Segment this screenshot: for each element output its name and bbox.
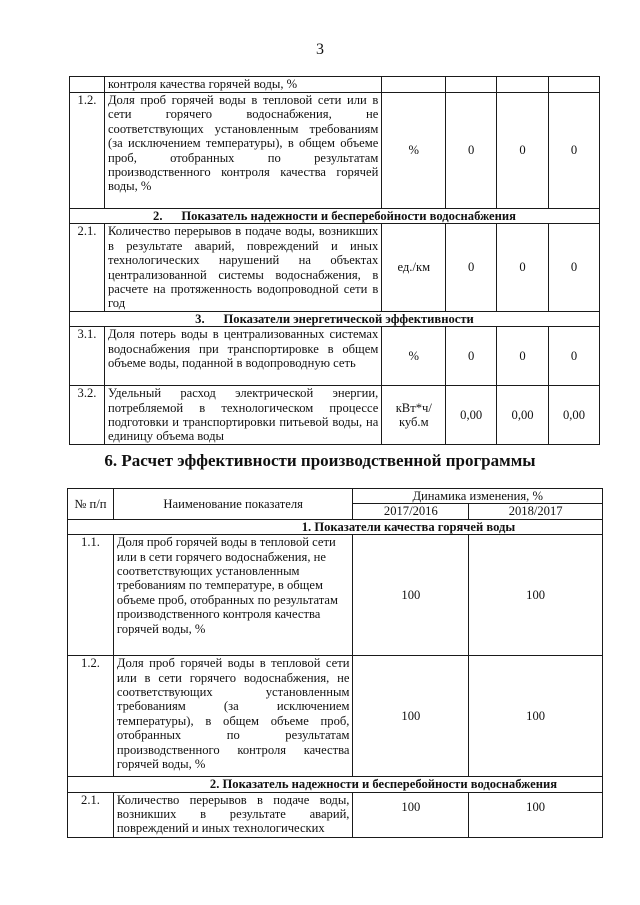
- section-row: [68, 777, 603, 792]
- indicator-name-cell: Доля проб горячей воды в тепловой сети или в сети горячего водоснабжения, не соответствующих установленным требованиям (за исключением температуры), в общем объеме проб, отобранных по результатам производственного контроля качества горячей воды, %: [104, 93, 381, 209]
- indicator-name-cell: Доля потерь воды в централизованных системах водоснабжения при транспортировке в общем объеме воды, поданной в водопроводную сеть: [104, 327, 381, 386]
- table-row: [68, 792, 603, 837]
- value-cell: 0: [446, 93, 497, 209]
- row-num-cell: 3.2.: [70, 386, 105, 445]
- col-header-dynamics: Динамика изменения, %: [353, 489, 603, 504]
- table-row: [70, 93, 600, 209]
- table-row: [70, 224, 600, 311]
- value-cell: 100: [469, 656, 603, 777]
- row-num-cell: 1.1.: [68, 535, 114, 656]
- value-cell: 0,00: [549, 386, 600, 445]
- indicator-name-cell: Удельный расход электрической энергии, потребляемой в технологическом процессе подготовки и транспортировки питьевой воды, на единицу объема воды: [104, 386, 381, 445]
- unit-cell: %: [382, 93, 446, 209]
- value-cell: 100: [469, 535, 603, 656]
- row-num-cell: 2.1.: [70, 224, 105, 311]
- section-title: 2. Показатель надежности и бесперебойности водоснабжения: [68, 777, 603, 792]
- col-header-name: Наименование показателя: [113, 489, 353, 520]
- row-num-cell: 1.2.: [68, 656, 114, 777]
- value-cell: 0: [549, 327, 600, 386]
- section-title: 3. Показатели энергетической эффективности: [70, 311, 600, 326]
- col-header-year2: 2018/2017: [469, 504, 603, 519]
- value-cell: 100: [353, 656, 469, 777]
- value-cell: 100: [353, 535, 469, 656]
- col-header-num: № п/п: [68, 489, 114, 520]
- indicator-name-cell: Количество перерывов в подаче воды, возникших в результате аварий, повреждений и иных технологических нарушений на объектах централизованной системы водоснабжения, в расчете на протяженность водопроводной сети в год: [104, 224, 381, 311]
- efficiency-table: [67, 488, 603, 838]
- value-cell: 0: [549, 93, 600, 209]
- indicators-table: [69, 76, 600, 445]
- row-num-cell: 1.2.: [70, 93, 105, 209]
- row-num-cell: [70, 77, 105, 93]
- header-row: [68, 489, 603, 504]
- section-row: [70, 311, 600, 326]
- indicator-name-cell: Доля проб горячей воды в тепловой сети или в сети горячего водоснабжения, не соответствующих установленным требованиям по температуре, в общем объеме проб, отобранных по результатам производственного контроля качества горячей воды, %: [113, 535, 353, 656]
- section-title: 2. Показатель надежности и бесперебойности водоснабжения: [70, 209, 600, 224]
- value-cell: 100: [353, 792, 469, 837]
- table-row: [68, 656, 603, 777]
- value-cell: 0,00: [497, 386, 549, 445]
- section-heading: 6. Расчет эффективности производственной программы: [104, 451, 536, 470]
- col-header-year1: 2017/2016: [353, 504, 469, 519]
- value-cell: 100: [469, 792, 603, 837]
- row-num-cell: 3.1.: [70, 327, 105, 386]
- section-row: [70, 209, 600, 224]
- value-cell: 0: [549, 224, 600, 311]
- section-row: [68, 519, 603, 534]
- row-num-cell: 2.1.: [68, 792, 114, 837]
- page-number: 3: [316, 41, 324, 58]
- value-cell: 0: [446, 327, 497, 386]
- value-cell: 0,00: [446, 386, 497, 445]
- table-row: [68, 535, 603, 656]
- section-title: 1. Показатели качества горячей воды: [68, 519, 603, 534]
- continued-text-cell: контроля качества горячей воды, %: [104, 77, 381, 93]
- value-cell: 0: [446, 224, 497, 311]
- table-row: [70, 327, 600, 386]
- unit-cell: ед./км: [382, 224, 446, 311]
- indicator-name-cell: Количество перерывов в подаче воды, возникших в результате аварий, повреждений и иных технологических: [113, 792, 353, 837]
- value-cell: 0: [497, 327, 549, 386]
- unit-cell: %: [382, 327, 446, 386]
- table-row: [70, 77, 600, 93]
- value-cell: 0: [497, 93, 549, 209]
- value-cell: 0: [497, 224, 549, 311]
- unit-cell: кВт*ч/ куб.м: [382, 386, 446, 445]
- table-row: [70, 386, 600, 445]
- indicator-name-cell: Доля проб горячей воды в тепловой сети или в сети горячего водоснабжения, не соответствующих установленным требованиям (за исключением температуры), в общем объеме проб, отобранных по результатам производственного контроля качества горячей воды, %: [113, 656, 353, 777]
